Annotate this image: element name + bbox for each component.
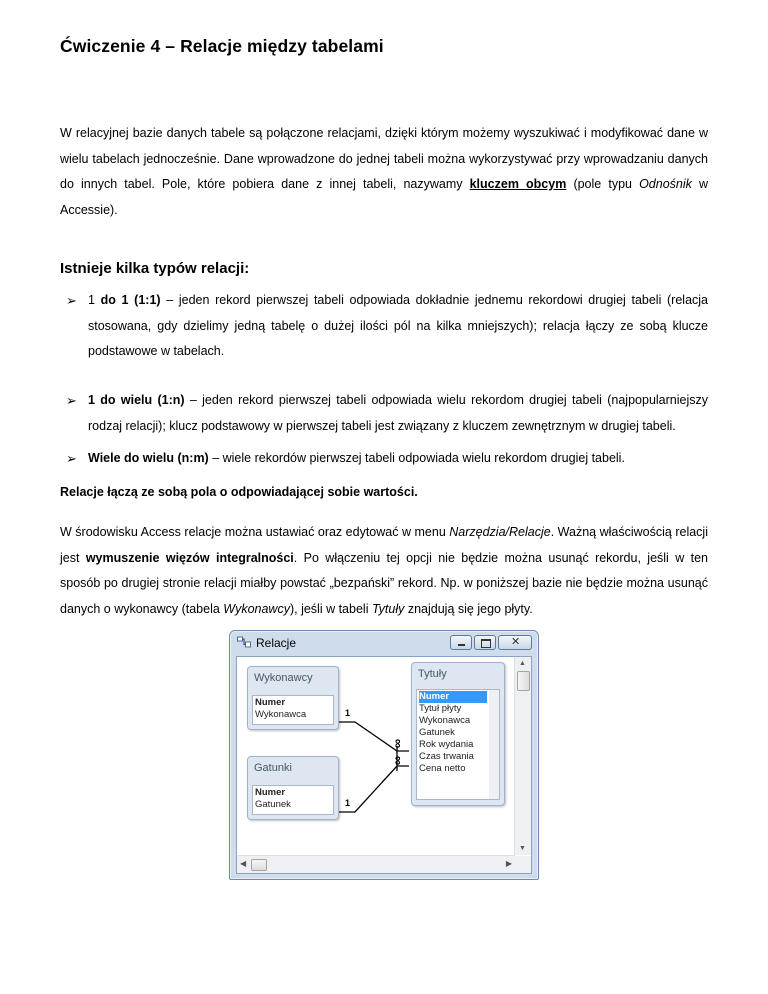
maximize-button[interactable] xyxy=(474,635,496,650)
minimize-button[interactable] xyxy=(450,635,472,650)
access-bold: wymuszenie więzów integralności xyxy=(85,550,294,565)
window-title: Relacje xyxy=(256,636,297,650)
field-list[interactable] xyxy=(252,785,334,815)
field-list[interactable] xyxy=(252,695,334,725)
arrow-bullet-icon: ➢ xyxy=(66,451,77,466)
field-item[interactable]: Numer xyxy=(419,691,487,703)
list-item-pre: 1 xyxy=(88,293,101,307)
table-tytuly[interactable] xyxy=(411,662,505,806)
list-item xyxy=(60,288,708,365)
table-name: Gatunki xyxy=(254,762,292,774)
field-scrollbar[interactable] xyxy=(489,690,499,799)
relation-many-label: ∞ xyxy=(391,738,407,749)
window-titlebar[interactable] xyxy=(230,631,538,655)
table-name: Wykonawcy xyxy=(254,672,313,684)
access-text-2: . Ważną właściwością relacji jest xyxy=(60,525,708,565)
scroll-down-icon[interactable]: ▼ xyxy=(519,845,526,852)
field-item[interactable]: Wykonawca xyxy=(419,715,471,726)
scroll-up-icon[interactable]: ▲ xyxy=(519,660,526,667)
arrow-bullet-icon: ➢ xyxy=(66,293,77,308)
list-item-text: – wiele rekordów pierwszej tabeli odpowiada wielu rekordom drugiej tabeli. xyxy=(208,451,625,465)
access-italic-2: Tytuły xyxy=(371,601,405,616)
table-name: Tytuły xyxy=(418,668,447,680)
access-paragraph xyxy=(60,520,708,622)
table-gatunki[interactable] xyxy=(247,756,339,820)
access-menu-path: Narzędzia/Relacje xyxy=(449,525,551,539)
field-item[interactable]: Cena netto xyxy=(419,763,466,774)
field-item[interactable]: Numer xyxy=(255,787,286,798)
field-item[interactable]: Gatunek xyxy=(255,799,291,810)
list-item xyxy=(60,446,708,472)
access-text-1: W środowisku Access relacje można ustawiać oraz edytować w menu xyxy=(60,525,450,539)
close-button[interactable] xyxy=(498,635,532,650)
table-wykonawcy[interactable] xyxy=(247,666,339,730)
vertical-scrollbar[interactable] xyxy=(514,657,531,855)
relationships-icon xyxy=(237,636,251,648)
relation-one-label: 1 xyxy=(345,708,351,718)
access-text-5: znajdują się jego płyty. xyxy=(404,601,533,616)
list-item-bold: do 1 (1:1) xyxy=(100,293,161,307)
intro-text-1: W relacyjnej bazie danych tabele są połączone relacjami, dzięki którym możemy wyszukiwać i modyfikować dane w wielu tabelach jednocześnie. Dane wprowadzone do jednej tabeli można wykorzystywać przy wprowadzaniu danych do innych tabel. Pole, które pobiera dane z innej tabeli, nazywamy xyxy=(60,126,708,191)
list-item-text: – jeden rekord pierwszej tabeli odpowiada dokładnie jednemu rekordowi drugiej tabeli (relacja stosowana, gdy dzielimy jedną tabelę o dużej ilości pól na kilka mniejszych); relacja łączy ze sobą klucze podstawowe w tabelach. xyxy=(88,293,709,358)
scroll-corner xyxy=(515,856,531,873)
access-text-4: ), jeśli w tabeli xyxy=(289,601,372,616)
rule-statement: Relacje łączą ze sobą pola o odpowiadającej sobie wartości. xyxy=(60,485,418,499)
list-item-bold: Wiele do wielu (n:m) xyxy=(88,451,209,465)
field-item[interactable]: Wykonawca xyxy=(255,709,307,720)
list-item-text: – jeden rekord pierwszej tabeli odpowiada wielu rekordom drugiej tabeli (najpopularniejszy rodzaj relacji); klucz podstawowy w pierwszej tabeli jest związany z kluczem zewnętrznym w drugiej tabeli. xyxy=(88,393,708,433)
horizontal-scrollbar[interactable] xyxy=(237,855,515,873)
field-item[interactable]: Tytuł płyty xyxy=(419,703,462,714)
field-item[interactable]: Czas trwania xyxy=(419,751,474,762)
field-list[interactable] xyxy=(416,689,500,800)
field-item[interactable]: Gatunek xyxy=(419,727,455,738)
intro-keyword: kluczem obcym xyxy=(469,177,567,191)
page-title: Ćwiczenie 4 – Relacje między tabelami xyxy=(60,36,384,56)
relation-many-label: ∞ xyxy=(391,755,407,766)
intro-text-3: w Accessie). xyxy=(60,177,709,217)
relationships-canvas[interactable] xyxy=(236,656,532,874)
arrow-bullet-icon: ➢ xyxy=(66,393,77,408)
relation-one-label: 1 xyxy=(345,798,351,808)
relationships-window xyxy=(229,630,539,880)
types-heading: Istnieje kilka typów relacji: xyxy=(60,260,250,277)
vertical-scroll-thumb[interactable] xyxy=(517,671,530,691)
access-italic-1: Wykonawcy xyxy=(223,601,290,616)
list-item-bold: 1 do wielu (1:n) xyxy=(88,393,185,407)
field-item[interactable]: Numer xyxy=(255,697,286,708)
intro-text-2: (pole typu xyxy=(566,177,640,191)
access-text-3: . Po włączeniu tej opcji nie będzie można usunąć rekordu, jeśli w ten sposób po drugiej stronie relacji miałby powstać „bezpański” rekord. Np. w poniższej bazie nie będzie można usunąć danych o wykonawcy (tabela xyxy=(60,550,708,616)
window-controls xyxy=(448,635,532,650)
list-item xyxy=(60,388,708,439)
scroll-left-icon[interactable]: ◀ xyxy=(240,859,247,868)
field-item[interactable]: Rok wydania xyxy=(419,739,474,750)
intro-italic: Odnośnik xyxy=(639,177,692,191)
scroll-right-icon[interactable]: ▶ xyxy=(505,859,512,868)
intro-paragraph xyxy=(60,121,708,223)
horizontal-scroll-thumb[interactable] xyxy=(251,859,267,871)
